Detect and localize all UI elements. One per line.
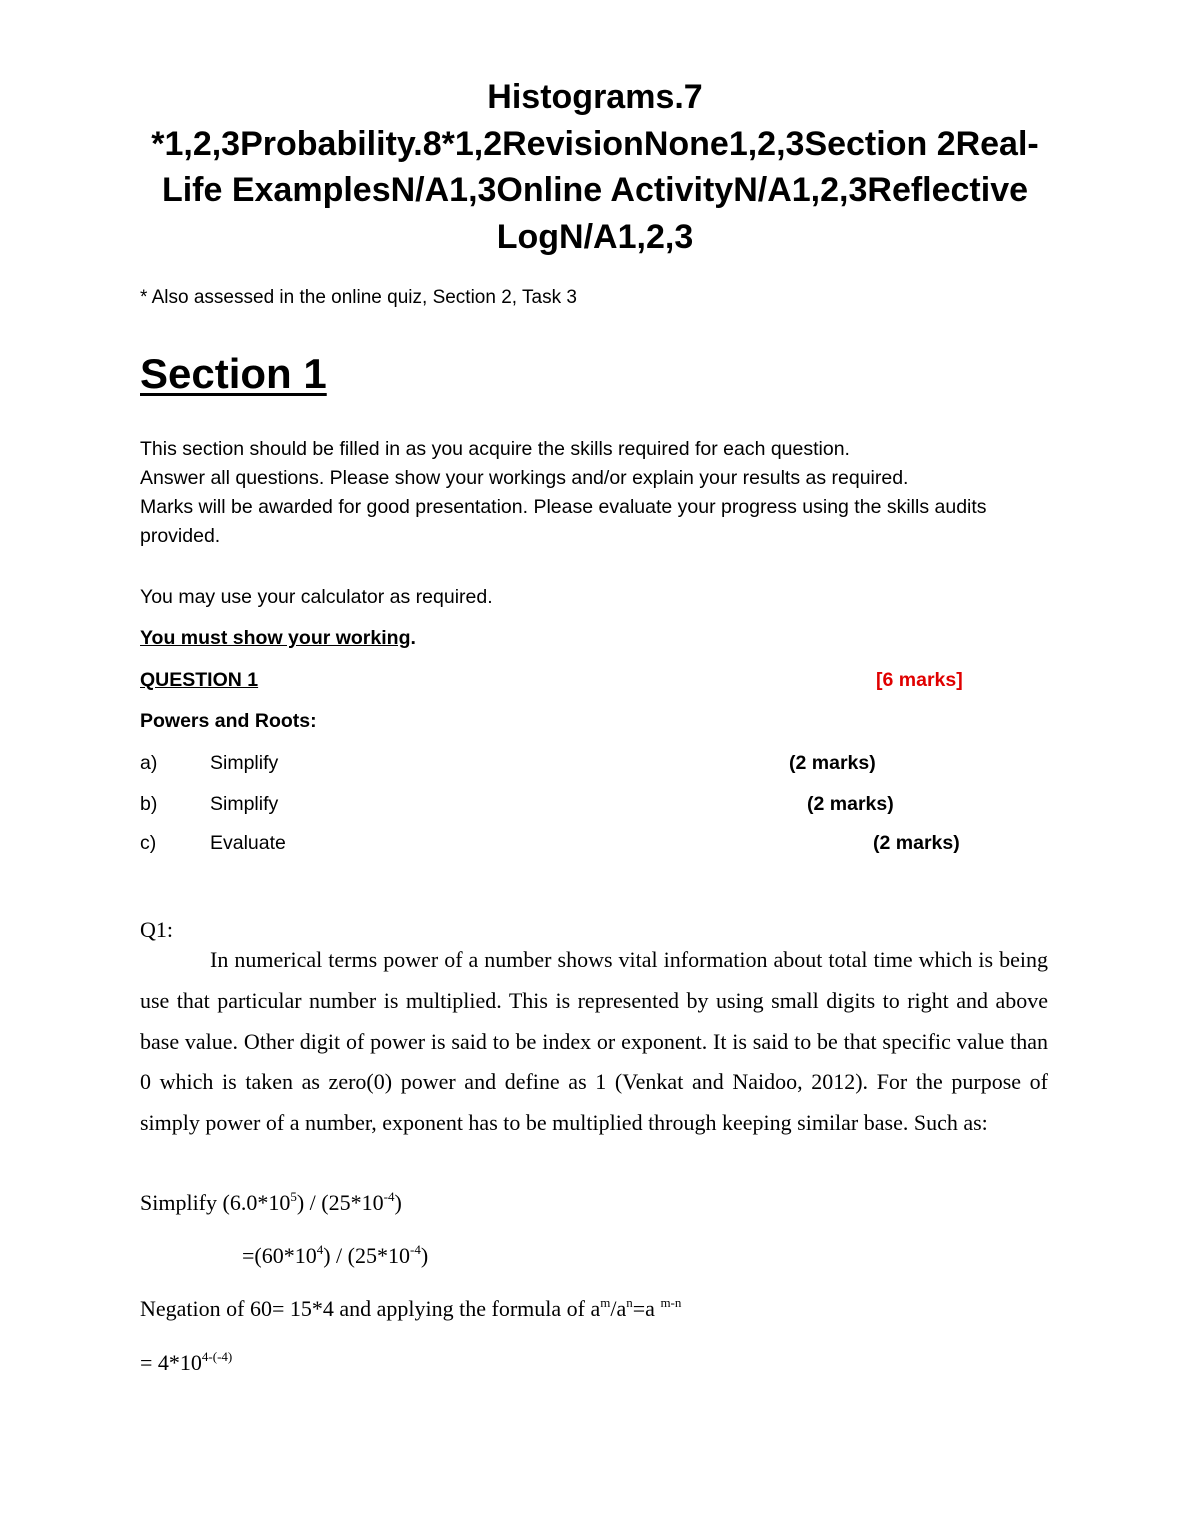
answer-label: Q1:	[140, 917, 173, 942]
part-c-marks: (2 marks)	[873, 832, 960, 854]
intro-line-2: Answer all questions. Please show your workings and/or explain your results as required.	[140, 467, 909, 489]
question-topic: Powers and Roots:	[140, 710, 317, 732]
part-c-label: c)	[140, 832, 157, 854]
equation-result: = $4*10^{4-(-4)}$	[140, 1349, 233, 1375]
equation-formula: Negation of 60= 15*4 and applying the formula of $a^m/a^n=a$ $^{m-n}$	[140, 1295, 682, 1321]
intro-line-1: This section should be filled in as you acquire the skills required for each question.	[140, 438, 850, 460]
section-intro	[140, 435, 1040, 551]
answer-paragraph	[140, 940, 1048, 1144]
part-a-marks: (2 marks)	[789, 752, 876, 774]
part-a-text: Simplify	[210, 752, 279, 774]
section-heading: Section 1	[140, 350, 327, 397]
part-a-label: a)	[140, 752, 158, 774]
part-b-text: Simplify	[210, 793, 279, 815]
page-title: Histograms.7 *1,2,3Probability.8*1,2RevisionNone1,2,3Section 2Real-Life ExamplesN/A1,3Online ActivityN/A1,2,3Reflective LogN/A1,2,3	[151, 78, 1039, 256]
part-c-text: Evaluate	[210, 832, 286, 854]
question-label: QUESTION 1	[140, 669, 259, 691]
answer-paragraph-text: In numerical terms power of a number shows vital information about total time which is being use that particular number is multiplied. This is represented by using small digits to right and above base value. Other digit of power is said to be index or exponent. It is said to be that specific value than 0 which is taken as zero(0) power and define as 1 (Venkat and Naidoo, 2012). For the purpose of simply power of a number, exponent has to be multiplied through keeping similar base. Such as:	[140, 947, 1048, 1136]
must-show-working	[140, 624, 416, 653]
must-show-working-period: .	[410, 627, 416, 649]
part-b-marks: (2 marks)	[807, 793, 894, 815]
must-show-working-text: You must show your working	[140, 627, 411, 649]
calculator-note: You may use your calculator as required.	[140, 586, 493, 608]
intro-line-3: Marks will be awarded for good presentation. Please evaluate your progress using the skills audits provided.	[140, 496, 987, 547]
equation-rewrite: $=(60*10^4) / (25*10^{-4})$	[242, 1242, 429, 1268]
assessment-note: * Also assessed in the online quiz, Section 2, Task 3	[140, 287, 577, 308]
part-b-label: b)	[140, 793, 158, 815]
question-marks: [6 marks]	[876, 669, 963, 691]
equation-simplify: Simplify $(6.0*10^5) / (25*10^{-4})$	[140, 1189, 402, 1215]
